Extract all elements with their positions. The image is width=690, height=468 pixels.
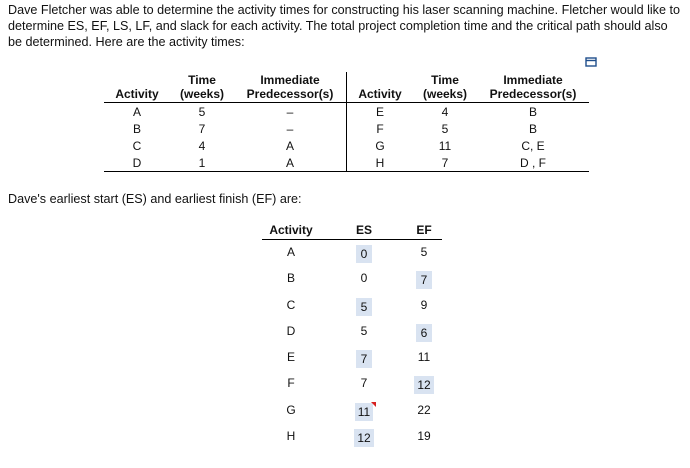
header-predecessors-2: Immediate Predecessor(s) (477, 72, 589, 103)
table-row (262, 345, 442, 371)
table-row (262, 240, 442, 266)
activity-cell: D (104, 154, 170, 172)
es-answer-field[interactable]: 5 (356, 298, 372, 316)
es-ef-intro: Dave's earliest start (ES) and earliest finish (EF) are: (8, 192, 302, 206)
predecessor-cell: B (528, 121, 537, 136)
activity-cell: A (286, 245, 295, 259)
activity-cell: B (286, 271, 295, 286)
es-answer-field[interactable]: 11 (355, 403, 373, 421)
table-row (104, 137, 589, 154)
time-cell: 5 (441, 121, 449, 136)
ef-answer-field[interactable]: 7 (416, 271, 432, 289)
time-cell: 5 (198, 104, 206, 119)
problem-intro: Dave Fletcher was able to determine the activity times for constructing his laser scanning machine. Fletcher would like to determine ES, EF, LS, LF, and slack for each activity. The total project completion time and the critical path should also be determined. Here are the activity times: (8, 3, 680, 49)
ef-answer-field[interactable]: 6 (416, 324, 432, 342)
time-cell: 7 (198, 121, 206, 136)
predecessor-cell: A (234, 154, 347, 172)
ef-value: 22 (417, 402, 431, 417)
es-answer-field[interactable]: 7 (356, 350, 372, 368)
es-value: 0 (360, 271, 368, 286)
predecessor-cell: A (285, 138, 294, 153)
ef-value: 11 (417, 350, 431, 365)
table-row (262, 319, 442, 345)
predecessor-cell: D , F (477, 154, 589, 172)
header-time-2: Time (weeks) (413, 72, 477, 103)
time-cell: 7 (413, 154, 477, 172)
header-time: Time (weeks) (170, 72, 234, 103)
table-row (262, 266, 442, 292)
es-answer-field[interactable]: 0 (356, 245, 372, 263)
predecessor-cell: B (528, 104, 537, 119)
header-ef: EF (416, 223, 432, 237)
header-es: ES (355, 223, 372, 237)
predecessor-cell: – (286, 104, 294, 119)
time-cell: 4 (198, 138, 206, 153)
activity-cell: G (286, 402, 296, 417)
activity-cell: F (287, 376, 295, 391)
time-cell: 4 (441, 104, 449, 119)
header-activity: Activity (104, 72, 170, 103)
activity-cell: E (286, 350, 295, 365)
activity-cell: F (347, 120, 414, 137)
table-row (104, 120, 589, 137)
header-activity: Activity (269, 223, 313, 237)
es-value: 7 (360, 376, 368, 391)
es-ef-table (262, 222, 442, 450)
table-row (262, 424, 442, 450)
activity-cell: E (347, 103, 414, 121)
ef-value: 5 (420, 245, 428, 259)
activity-cell: H (347, 154, 414, 172)
activity-cell: B (132, 121, 141, 136)
time-cell: 11 (438, 138, 452, 153)
activity-cell: C (286, 297, 296, 312)
es-value: 5 (360, 323, 368, 338)
activity-cell: G (347, 137, 414, 154)
ef-value: 9 (420, 297, 428, 312)
activity-cell: C (132, 138, 142, 153)
copy-table-icon[interactable] (585, 57, 597, 67)
table-row (262, 293, 442, 319)
table-row (104, 154, 589, 172)
header-predecessors: Immediate Predecessor(s) (234, 72, 347, 103)
activity-times-table (104, 72, 589, 172)
ef-value: 19 (417, 429, 431, 444)
header-activity-2: Activity (347, 72, 414, 103)
table-row (262, 371, 442, 397)
predecessor-cell: C, E (521, 138, 545, 153)
ef-answer-field[interactable]: 12 (414, 376, 433, 394)
es-answer-field[interactable]: 12 (354, 429, 373, 447)
activity-cell: D (286, 323, 296, 338)
activity-cell: H (286, 429, 296, 444)
time-cell: 1 (170, 154, 234, 172)
table-row (104, 103, 589, 121)
activity-cell: A (132, 104, 141, 119)
es-ef-header (262, 222, 442, 240)
table-row (262, 398, 442, 424)
error-flag-icon (371, 402, 376, 407)
predecessor-cell: – (286, 121, 294, 136)
